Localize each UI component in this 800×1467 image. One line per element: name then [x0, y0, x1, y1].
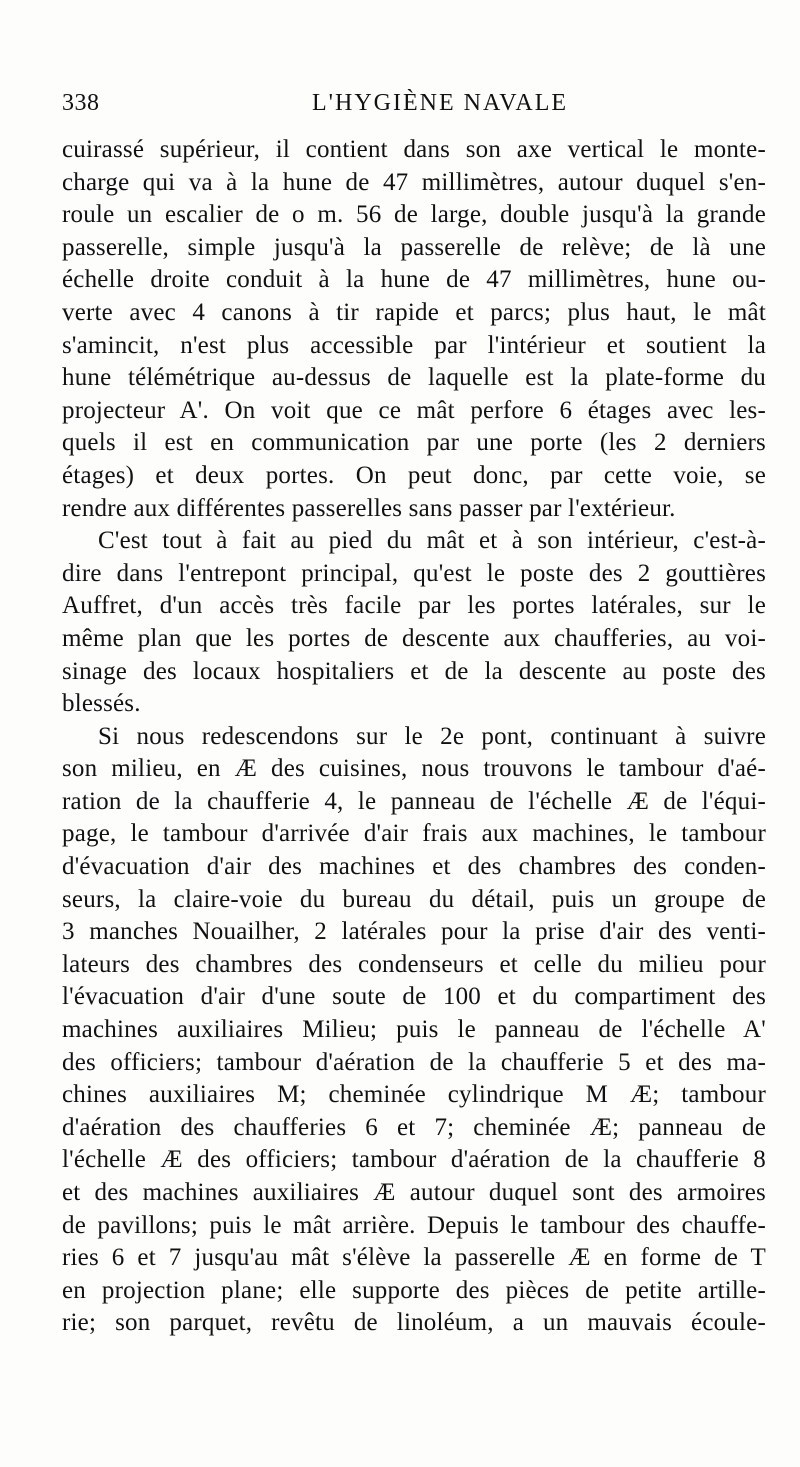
text-line: rendre aux différentes passerelles sans passer par l'extérieur.	[62, 494, 676, 522]
text-line: passerelle, simple jusqu'à la passerelle de relève; de là une	[62, 233, 766, 261]
text-line: son milieu, en Æ des cuisines, nous trouvons le tambour d'aé-	[62, 755, 766, 783]
text-line: d'aération des chaufferies 6 et 7; cheminée Æ; panneau de	[62, 1113, 766, 1141]
text-line: verte avec 4 canons à tir rapide et parcs; plus haut, le mât	[62, 298, 766, 326]
paragraph-start: C'est tout à fait au pied du mât et à son intérieur, c'est-à-	[98, 527, 766, 555]
text-line: sinage des locaux hospitaliers et de la descente au poste des	[62, 657, 766, 685]
text-line: l'évacuation d'air d'une soute de 100 et du compartiment des	[62, 983, 766, 1011]
page-header	[62, 90, 760, 124]
running-title: L'HYGIÈNE NAVALE	[312, 90, 569, 116]
text-line: s'amincit, n'est plus accessible par l'intérieur et soutient la	[62, 331, 766, 359]
text-line: page, le tambour d'arrivée d'air frais aux machines, le tambour	[62, 820, 766, 848]
text-line: cuirassé supérieur, il contient dans son axe vertical le monte-	[62, 136, 766, 163]
text-line: même plan que les portes de descente aux chaufferies, au voi-	[62, 624, 766, 652]
text-line: seurs, la claire-voie du bureau du détail, puis un groupe de	[62, 885, 766, 913]
paragraph-start: Si nous redescendons sur le 2e pont, continuant à suivre	[98, 722, 766, 750]
text-line: ration de la chaufferie 4, le panneau de l'échelle Æ de l'équi-	[62, 787, 766, 815]
page-number: 338	[62, 90, 100, 116]
text-line: quels il est en communication par une porte (les 2 derniers	[62, 429, 766, 457]
text-line: des officiers; tambour d'aération de la chaufferie 5 et des ma-	[62, 1048, 766, 1076]
text-line: dire dans l'entrepont principal, qu'est le poste des 2 gouttières	[62, 559, 766, 587]
text-line: projecteur A'. On voit que ce mât perfore 6 étages avec les-	[62, 396, 766, 424]
text-line: ries 6 et 7 jusqu'au mât s'élève la passerelle Æ en forme de T	[62, 1244, 766, 1272]
text-line: de pavillons; puis le mât arrière. Depuis le tambour des chauffe-	[62, 1211, 766, 1239]
text-line: et des machines auxiliaires Æ autour duquel sont des armoires	[62, 1179, 766, 1206]
text-line: charge qui va à la hune de 47 millimètres, autour duquel s'en-	[62, 168, 766, 196]
text-line: échelle droite conduit à la hune de 47 millimètres, hune ou-	[62, 266, 766, 294]
text-line: rie; son parquet, revêtu de linoléum, a un mauvais écoule-	[62, 1309, 766, 1337]
text-line: blessés.	[62, 690, 141, 718]
text-line: l'échelle Æ des officiers; tambour d'aération de la chaufferie 8	[62, 1146, 766, 1174]
text-line: machines auxiliaires Milieu; puis le panneau de l'échelle A'	[62, 1016, 766, 1044]
text-line: en projection plane; elle supporte des pièces de petite artille-	[62, 1276, 766, 1304]
text-line: d'évacuation d'air des machines et des chambres des conden-	[62, 853, 766, 881]
text-line: chines auxiliaires M; cheminée cylindrique M Æ; tambour	[62, 1081, 766, 1109]
text-line: lateurs des chambres des condenseurs et celle du milieu pour	[62, 950, 766, 978]
text-line: 3 manches Nouailher, 2 latérales pour la prise d'air des venti-	[62, 918, 766, 946]
text-line: étages) et deux portes. On peut donc, par cette voie, se	[62, 461, 766, 489]
text-line: roule un escalier de o m. 56 de large, double jusqu'à la grande	[62, 201, 766, 229]
text-line: Auffret, d'un accès très facile par les portes latérales, sur le	[62, 592, 766, 620]
text-line: hune télémétrique au-dessus de laquelle est la plate-forme du	[62, 364, 766, 392]
body-text	[62, 134, 766, 1340]
